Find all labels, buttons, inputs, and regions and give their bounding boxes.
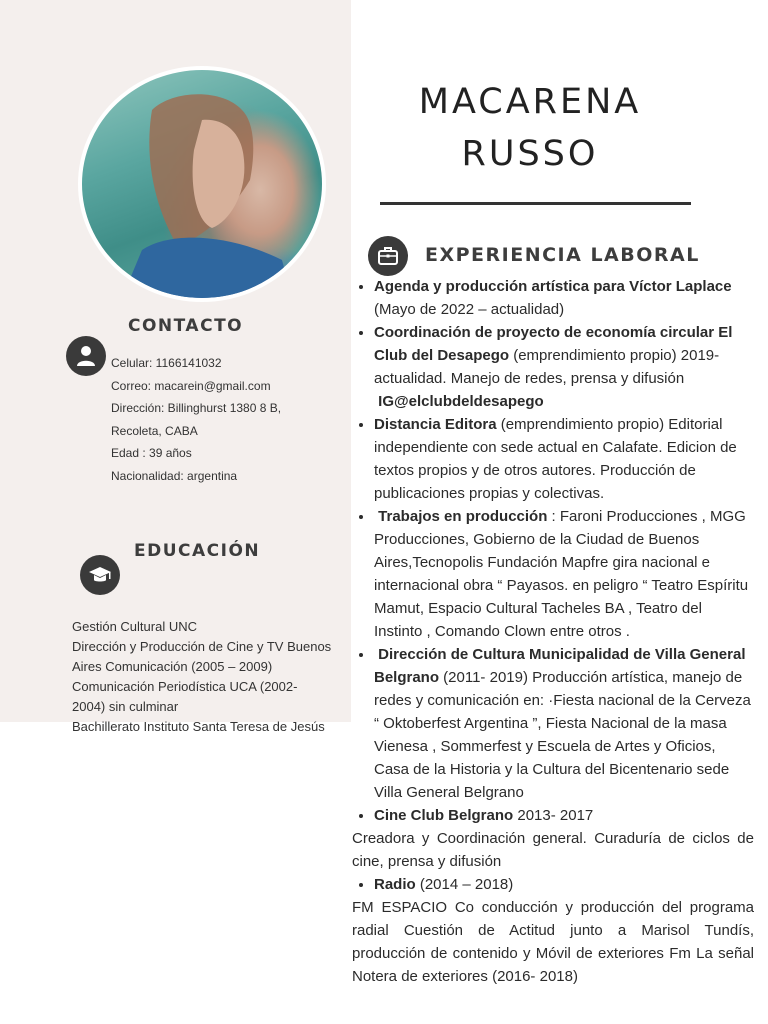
experience-description: Creadora y Coordinación general. Curaduría de ciclos de cine, prensa y difusión [352, 830, 754, 870]
contact-address: Dirección: Billinghurst 1380 8 B, [111, 401, 282, 415]
graduation-cap-icon [80, 555, 120, 595]
name-divider [380, 202, 691, 205]
experience-item: • Distancia Editora (emprendimiento propio) Editorial independiente con sede actual en Calafate. Edicion de textos propios y de otros autores. Producción de publicaciones propias y colectivas. [374, 413, 754, 505]
contact-list [111, 352, 341, 487]
contact-heading: CONTACTO [128, 316, 244, 336]
experience-item: • Cine Club Belgrano 2013- 2017 [374, 804, 754, 827]
contact-age: Edad : 39 años [111, 446, 192, 460]
contact-phone: Celular: 1166141032 [111, 356, 222, 370]
instagram-handle: IG@elclubdeldesapego [378, 393, 544, 410]
person-icon [66, 336, 106, 376]
experience-list [348, 275, 754, 988]
education-item: Dirección y Producción de Cine y TV Buenos Aires Comunicación (2005 – 2009) [72, 639, 332, 674]
education-item: Comunicación Periodística UCA (2002- 2004) sin culminar [72, 679, 298, 714]
experience-item: • Trabajos en producción : Faroni Producciones , MGG Producciones, Gobierno de la Ciudad de Buenos Aires,Tecnopolis Fundación Mapfre gira nacional e internacional obra “ Payasos. en peligro “ Teatro Espíritu Mamut, Espacio Cultural Tacheles BA , Teatro del Instinto , Comando Clown entre otros . [374, 505, 754, 643]
education-heading: EDUCACIÓN [134, 541, 261, 561]
person-name [380, 76, 680, 180]
contact-nationality: Nacionalidad: argentina [111, 468, 238, 483]
briefcase-icon [368, 236, 408, 276]
name-first: MACARENA [418, 82, 642, 122]
education-list [72, 617, 334, 737]
experience-item: • Radio (2014 – 2018) [374, 873, 754, 896]
education-item: Bachillerato Instituto Santa Teresa de Jesús [72, 719, 325, 734]
experience-description: FM ESPACIO Co conducción y producción del programa radial Cuestión de Actitud junto a Marisol Tundís, producción de contenido y Móvil de exteriores Fm La señal Notera de exteriores (2016- 2018) [352, 899, 754, 985]
education-item: Gestión Cultural UNC [72, 619, 197, 634]
experience-item: • Dirección de Cultura Municipalidad de Villa General Belgrano (2011- 2019) Producción artística, manejo de redes y comunicación en: ·Fiesta nacional de la Cerveza “ Oktoberfest Argentina ”, Fiesta Nacional de la masa Vienesa , Sommerfest y Escuela de Artes y Oficios, Casa de la Historia y la Cultura del Bicentenario sede Villa General Belgrano [374, 643, 754, 804]
profile-photo [78, 66, 326, 302]
name-last: RUSSO [461, 134, 599, 174]
contact-email: Correo: macarein@gmail.com [111, 378, 271, 393]
profile-photo-illustration [82, 70, 322, 298]
experience-item: • Coordinación de proyecto de economía circular El Club del Desapego (emprendimiento propio) 2019- actualidad. Manejo de redes, prensa y difusión IG@elclubdeldesapego [374, 321, 754, 413]
contact-address-city: Recoleta, CABA [111, 423, 198, 438]
experience-heading: EXPERIENCIA LABORAL [425, 244, 700, 266]
experience-item: • Agenda y producción artística para Víctor Laplace (Mayo de 2022 – actualidad) [374, 275, 754, 321]
